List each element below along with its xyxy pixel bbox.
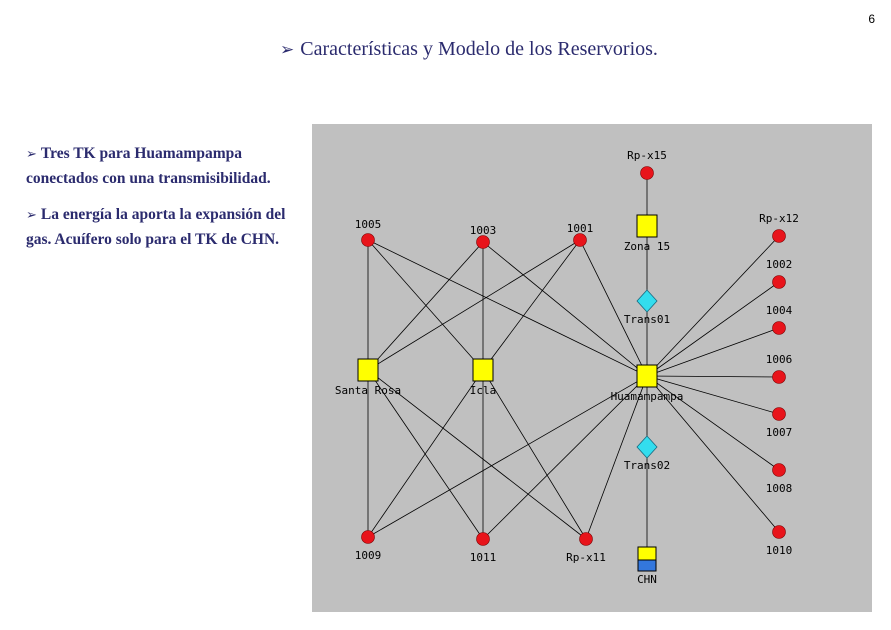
node-label-n1005: 1005 <box>354 218 382 231</box>
edge-n1002-huamampampa <box>647 282 779 376</box>
transfer-node-trans01 <box>637 290 657 312</box>
edge-n1005-huamampampa <box>368 240 647 376</box>
node-label-rpx15: Rp-x15 <box>627 149 667 162</box>
node-label-iclA: Icla <box>469 384 497 397</box>
node-label-n1001: 1001 <box>566 222 594 235</box>
reservoir-node-rpx12 <box>773 230 786 243</box>
node-label-chn: CHN <box>637 573 657 586</box>
edge-iclA-rpx11 <box>483 370 586 539</box>
tank-node-huamampampa <box>637 365 657 387</box>
bullet-text: Tres TK para Huamampampa conectados con una transmisibilidad. <box>26 145 271 187</box>
node-label-n1011: 1011 <box>469 551 497 564</box>
node-label-n1008: 1008 <box>765 482 793 495</box>
reservoir-node-n1010 <box>773 526 786 539</box>
reservoir-node-n1009 <box>362 531 375 544</box>
node-label-santarosa: Santa Rosa <box>334 384 402 397</box>
reservoir-node-rpx11 <box>580 533 593 546</box>
tank-node-chn <box>638 547 656 560</box>
node-label-n1010: 1010 <box>765 544 793 557</box>
arrow-bullet-icon: ➢ <box>26 208 37 223</box>
edge-rpx12-huamampampa <box>647 236 779 376</box>
node-label-rpx12: Rp-x12 <box>759 212 799 225</box>
node-label-n1006: 1006 <box>765 353 793 366</box>
edge-n1001-huamampampa <box>580 240 647 376</box>
node-label-n1003: 1003 <box>469 224 497 237</box>
node-label-n1004: 1004 <box>765 304 793 317</box>
reservoir-node-n1008 <box>773 464 786 477</box>
bullet-item <box>26 203 301 252</box>
bullet-text: La energía la aporta la expansión del gas. Acuífero solo para el TK de CHN. <box>26 206 286 248</box>
transfer-node-trans02 <box>637 436 657 458</box>
node-label-trans01: Trans01 <box>623 313 671 326</box>
node-label-trans02: Trans02 <box>623 459 671 472</box>
bullet-list <box>26 142 301 264</box>
bullet-item <box>26 142 301 191</box>
node-label-huamampampa: Huamampampa <box>610 390 684 403</box>
reservoir-node-n1005 <box>362 234 375 247</box>
edge-n1009-huamampampa <box>368 376 647 537</box>
edge-n1006-huamampampa <box>647 376 779 377</box>
reservoir-node-n1011 <box>477 533 490 546</box>
edge-n1001-iclA <box>483 240 580 370</box>
reservoir-node-n1001 <box>574 234 587 247</box>
slide-title <box>280 38 840 61</box>
arrow-bullet-icon: ➢ <box>280 40 295 60</box>
reservoir-node-n1003 <box>477 236 490 249</box>
tank-node-zona15 <box>637 215 657 237</box>
node-label-rpx11: Rp-x11 <box>566 551 606 564</box>
reservoir-node-n1007 <box>773 408 786 421</box>
reservoir-node-n1002 <box>773 276 786 289</box>
tank-node-santarosa <box>358 359 378 381</box>
reservoir-network-diagram <box>312 124 872 612</box>
node-label-n1009: 1009 <box>354 549 382 562</box>
node-label-n1007: 1007 <box>765 426 793 439</box>
node-label-zona15: Zona 15 <box>623 240 671 253</box>
reservoir-node-n1004 <box>773 322 786 335</box>
slide-title-text: Características y Modelo de los Reservorios. <box>300 38 658 60</box>
tank-node-iclA <box>473 359 493 381</box>
node-label-n1002: 1002 <box>765 258 793 271</box>
reservoir-node-rpx15 <box>641 167 654 180</box>
aquifer-node-chn <box>638 560 656 571</box>
edge-n1001-santarosa <box>368 240 580 370</box>
edge-n1004-huamampampa <box>647 328 779 376</box>
reservoir-node-n1006 <box>773 371 786 384</box>
page-number: 6 <box>868 12 875 26</box>
edge-n1003-huamampampa <box>483 242 647 376</box>
network-svg <box>312 124 872 612</box>
arrow-bullet-icon: ➢ <box>26 147 37 162</box>
